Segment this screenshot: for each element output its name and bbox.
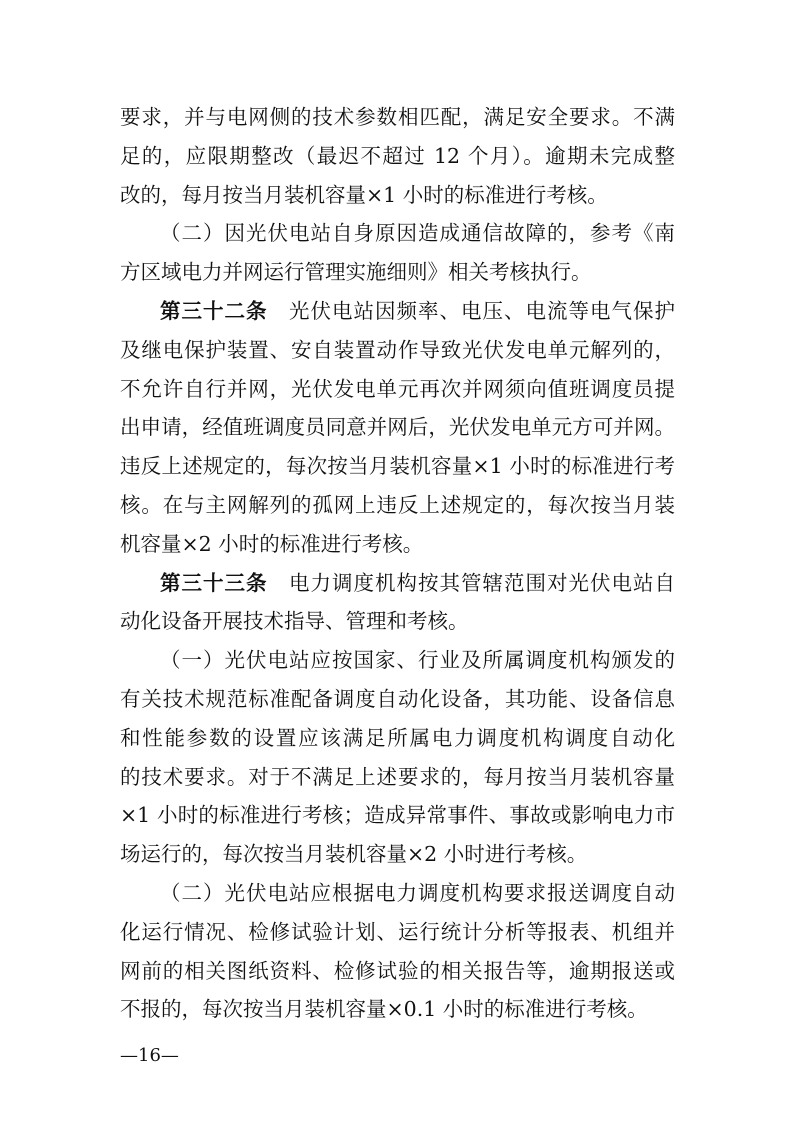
article-32-first-line — [160, 291, 675, 331]
text-line: 机容量×2 小时的标准进行考核。 — [120, 531, 424, 556]
article-33-heading: 第三十三条 — [160, 570, 268, 595]
page-number: —16— — [120, 1045, 179, 1066]
text-line: 要求，并与电网侧的技术参数相匹配，满足安全要求。不满 — [120, 105, 675, 129]
text-line: 光伏电站因频率、电压、电流等电气保护 — [288, 299, 675, 323]
text-line: 不报的，每次按当月装机容量×0.1 小时的标准进行考核。 — [120, 997, 648, 1022]
text-line: 场运行的，每次按当月装机容量×2 小时进行考核。 — [120, 842, 588, 867]
article-32-heading: 第三十二条 — [160, 299, 268, 323]
text-line: 及继电保护装置、安自装置动作导致光伏发电单元解列的， — [120, 337, 675, 362]
text-line: 违反上述规定的，每次按当月装机容量×1 小时的标准进行考 — [120, 454, 675, 479]
text-line: 有关技术规范标准配备调度自动化设备，其功能、设备信息 — [120, 687, 675, 711]
text-line: （一）光伏电站应按国家、行业及所属调度机构颁发的 — [160, 648, 675, 673]
text-line: 的技术要求。对于不满足上述要求的，每月按当月装机容量 — [120, 764, 675, 789]
article-33-first-line — [160, 563, 675, 603]
text-line: 核。在与主网解列的孤网上违反上述规定的，每次按当月装 — [120, 493, 675, 517]
text-line: 网前的相关图纸资料、检修试验的相关报告等，逾期报送或 — [120, 958, 675, 983]
text-line: 化运行情况、检修试验计划、运行统计分析等报表、机组并 — [120, 919, 675, 944]
text-line: 出申请，经值班调度员同意并网后，光伏发电单元方可并网。 — [120, 415, 675, 440]
text-line: 电力调度机构按其管辖范围对光伏电站自 — [288, 570, 675, 595]
text-line: （二）因光伏电站自身原因造成通信故障的，参考《南 — [160, 221, 675, 246]
text-line: 足的，应限期整改（最迟不超过 12 个月）。逾期未完成整 — [120, 143, 675, 168]
text-line: 改的，每月按当月装机容量×1 小时的标准进行考核。 — [120, 182, 608, 207]
text-line: （二）光伏电站应根据电力调度机构要求报送调度自动 — [160, 881, 675, 905]
text-line: 方区域电力并网运行管理实施细则》相关考核执行。 — [120, 260, 592, 285]
text-line: ×1 小时的标准进行考核；造成异常事件、事故或影响电力市 — [120, 803, 675, 828]
text-line: 和性能参数的设置应该满足所属电力调度机构调度自动化 — [120, 725, 675, 750]
text-line: 不允许自行并网，光伏发电单元再次并网须向值班调度员提 — [120, 376, 675, 401]
text-line: 动化设备开展技术指导、管理和考核。 — [120, 609, 469, 634]
